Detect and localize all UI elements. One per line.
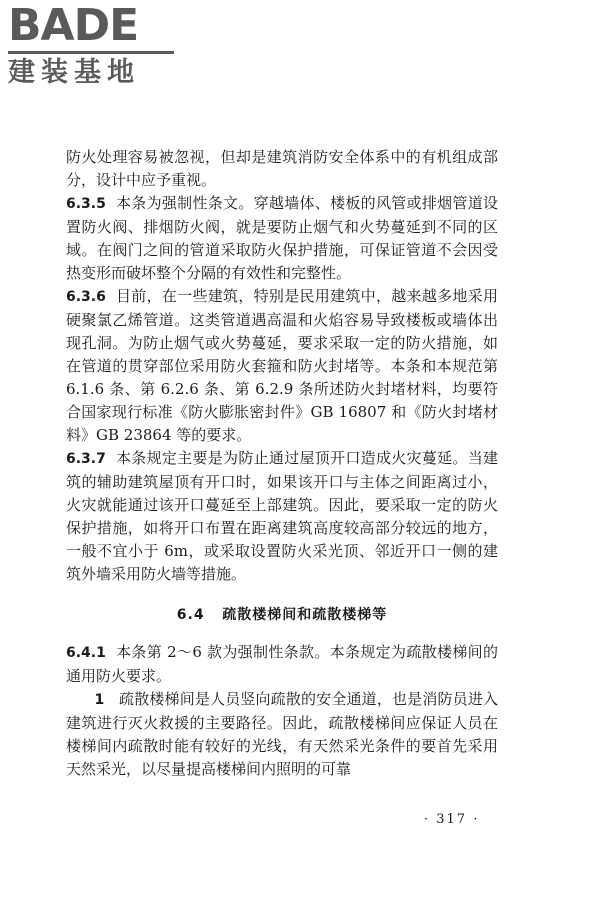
clause-6-3-6 [66,285,498,447]
publisher-logo [8,0,178,94]
section-title: 疏散楼梯间和疏散楼梯等 [222,607,388,623]
clause-number: 6.3.5 [66,196,106,212]
logo-subtitle: 建装基地 [8,57,140,88]
section-number: 6.4 [176,607,205,623]
page-number: · 317 · [424,812,480,827]
clause-text: 目前，在一些建筑，特别是民用建筑中，越来越多地采用硬聚氯乙烯管道。这类管道遇高温和火焰容易导致楼板或墙体出现孔洞。为防止烟气或火势蔓延，要求采取一定的防火措施，如在管道的贯穿部位采用防火套箍和防火封堵等。本条和本规范第 6.1.6 条、第 6.2.6 条、第 6.2.9 条所述防火封堵材料，均要符合国家现行标准《防火膨胀密封件》GB 16807 和《防火封堵材料》GB 23864 等的要求。 [66,287,498,444]
clause-text: 本条为强制性条文。穿越墙体、楼板的风管或排烟管道设置防火阀、排烟防火阀，就是要防止烟气和火势蔓延到不同的区域。在阀门之间的管道采取防火保护措施，可保证管道不会因受热变形而破坏整个分隔的有效性和完整性。 [66,194,498,282]
clause-text: 本条第 2～6 款为强制性条款。本条规定为疏散楼梯间的通用防火要求。 [66,643,498,685]
list-item-number: 1 [94,692,105,708]
clause-number: 6.3.7 [66,451,106,467]
logo-mark: BADE [8,0,139,51]
paragraph-continued [66,146,498,192]
clause-6-4-1 [66,641,498,688]
logo-divider [8,51,174,54]
list-item-text: 疏散楼梯间是人员竖向疏散的安全通道，也是消防员进入建筑进行灭火救援的主要路径。因此，疏散楼梯间应保证人员在楼梯间内疏散时能有较好的光线，有天然采光条件的要首先采用天然采光，以尽量提高楼梯间内照明的可靠 [66,690,498,778]
paragraph-text: 防火处理容易被忽视，但却是建筑消防安全体系中的有机组成部分，设计中应予重视。 [66,148,498,189]
list-item-1 [66,688,498,781]
clause-6-3-5 [66,192,498,285]
section-heading [66,604,498,627]
clause-number: 6.3.6 [66,289,106,305]
page-body [66,146,498,781]
clause-number: 6.4.1 [66,645,106,661]
clause-text: 本条规定主要是为防止通过屋顶开口造成火灾蔓延。当建筑的辅助建筑屋顶有开口时，如果该开口与主体之间距离过小，火灾就能通过该开口蔓延至上部建筑。因此，要采取一定的防火保护措施，如将开口布置在距离建筑高度较高部分较远的地方，一般不宜小于 6m，或采取设置防火采光顶、邻近开口一侧的建筑外墙采用防火墙等措施。 [66,449,498,583]
clause-6-3-7 [66,447,498,586]
